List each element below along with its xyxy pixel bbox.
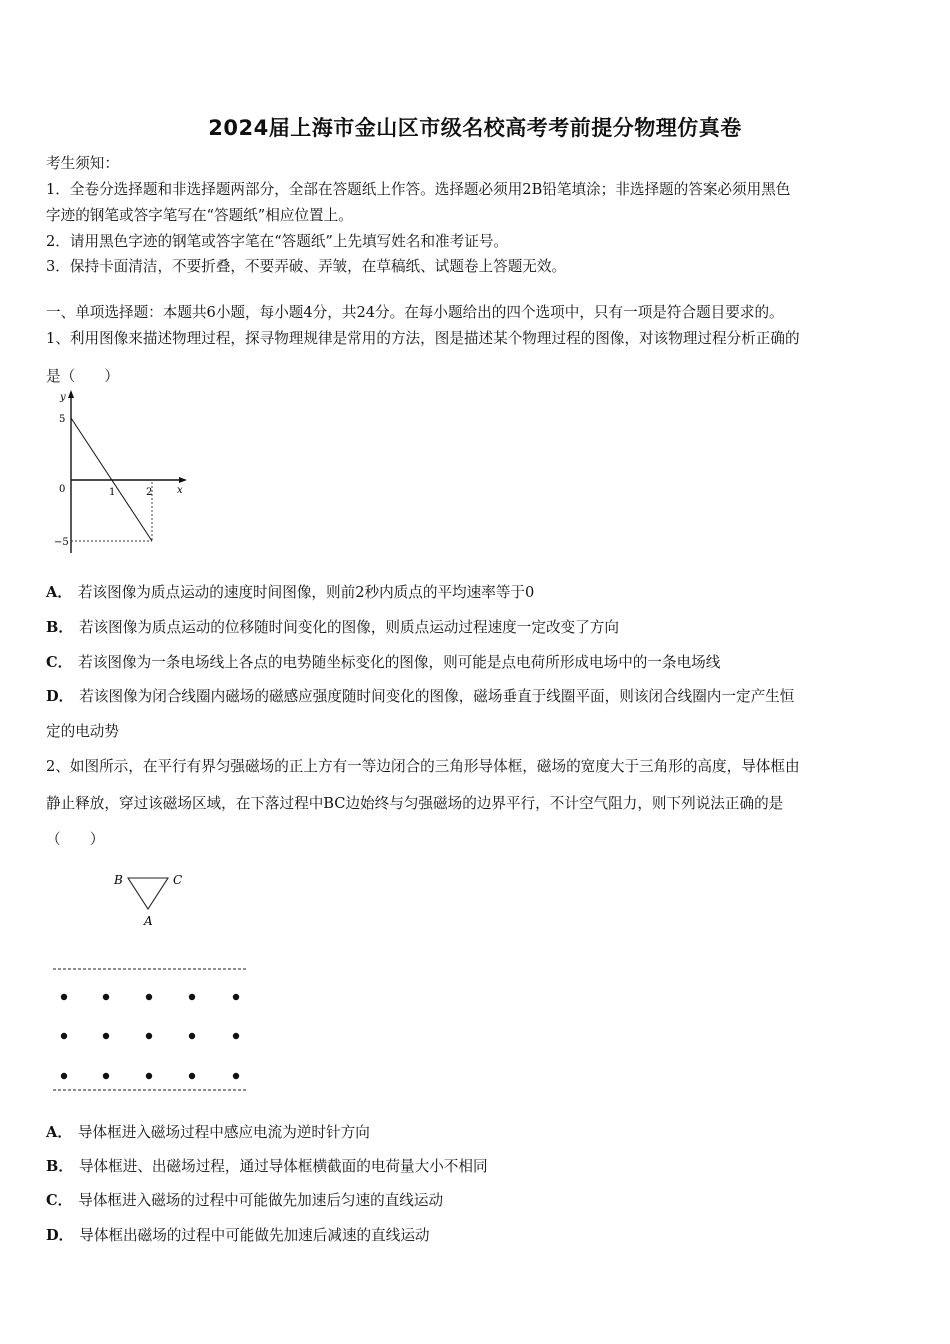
field-dot [233, 994, 239, 1000]
option-label: D． [46, 1227, 74, 1244]
option-label: A． [46, 584, 72, 601]
option-text: 导体框进入磁场的过程中可能做先加速后匀速的直线运动 [78, 1192, 444, 1209]
field-dot [103, 1073, 109, 1079]
option-label: D． [46, 688, 74, 705]
page-title: 2024届上海市金山区市级名校高考考前提分物理仿真卷 [208, 116, 742, 140]
field-dot [233, 1073, 239, 1079]
q1-option-d-continued: 定的电动势 [46, 723, 119, 740]
q1-option-c [46, 651, 720, 672]
q2-option-b [46, 1155, 488, 1176]
option-text: 若该图像为质点运动的速度时间图像，则前2秒内质点的平均速率等于0 [77, 584, 535, 601]
option-text: 导体框进、出磁场过程，通过导体框横截面的电荷量大小不相同 [78, 1158, 488, 1175]
field-dot [189, 994, 195, 1000]
vertex-b-label: B [114, 873, 123, 887]
q1-stem-line-2: 是（ ） [46, 368, 119, 385]
q2-option-c [46, 1189, 443, 1210]
field-dot [189, 1033, 195, 1039]
option-text: 导体框进入磁场过程中感应电流为逆时针方向 [77, 1124, 370, 1141]
notice-line-4: 3．保持卡面清洁，不要折叠，不要弄破、弄皱，在草稿纸、试题卷上答题无效。 [46, 258, 567, 275]
field-dot [233, 1033, 239, 1039]
field-dot [103, 994, 109, 1000]
field-dot [103, 1033, 109, 1039]
notice-heading: 考生须知： [46, 155, 119, 172]
field-dot [61, 994, 67, 1000]
field-dots [61, 994, 239, 1079]
notice-line-2: 字迹的钢笔或答字笔写在“答题纸”相应位置上。 [46, 207, 353, 224]
x-axis-arrow [179, 477, 187, 483]
q2-stem-line-2: 静止释放，穿过该磁场区域，在下落过程中BC边始终与匀强磁场的边界平行，不计空气阻力，则下列说法正确的是 [46, 795, 784, 812]
y-axis-label: y [60, 392, 66, 403]
field-dot [61, 1033, 67, 1039]
vertex-c-label: C [173, 873, 183, 887]
option-text: 若该图像为质点运动的位移随时间变化的图像，则质点运动过程速度一定改变了方向 [78, 619, 619, 636]
q1-graph [46, 388, 196, 558]
field-dot [146, 1033, 152, 1039]
option-label: C． [46, 654, 73, 671]
q1-option-b [46, 616, 619, 637]
q2-option-a [46, 1121, 370, 1142]
x-axis-label: x [177, 485, 183, 496]
option-text: 导体框出磁场的过程中可能做先加速后减速的直线运动 [79, 1227, 430, 1244]
q1-option-a [46, 581, 534, 602]
q1-stem-line-1: 1、利用图像来描述物理过程，探寻物理规律是常用的方法，图是描述某个物理过程的图像，对该物理过程分析正确的 [46, 330, 800, 347]
option-label: C． [46, 1192, 73, 1209]
option-text: 若该图像为一条电场线上各点的电势随坐标变化的图像，则可能是点电荷所形成电场中的一条电场线 [78, 654, 721, 671]
q2-stem-line-3: （ ） [46, 831, 105, 848]
q2-magnetic-field [50, 962, 250, 1094]
origin-label: 0 [59, 484, 66, 495]
notice-line-3: 2．请用黑色字迹的钢笔或答字笔在“答题纸”上先填写姓名和准考证号。 [46, 233, 509, 250]
field-dot [61, 1073, 67, 1079]
section-heading: 一、单项选择题：本题共6小题，每小题4分，共24分。在每小题给出的四个选项中，只有一项是符合题目要求的。 [46, 304, 784, 321]
tick-x-2: 2 [146, 487, 153, 498]
q2-triangle-figure [108, 866, 198, 936]
option-label: A． [46, 1124, 72, 1141]
notice-line-1: 1．全卷分选择题和非选择题两部分，全部在答题纸上作答。选择题必须用2B铅笔填涂；非选择题的答案必须用黑色 [46, 181, 791, 198]
option-label: B． [46, 619, 73, 636]
vertex-a-label: A [144, 914, 153, 928]
field-dot [146, 994, 152, 1000]
tick-y-top: 5 [59, 414, 66, 425]
field-dot [146, 1073, 152, 1079]
q2-option-d [46, 1224, 430, 1245]
option-label: B． [46, 1158, 73, 1175]
y-axis-arrow [68, 390, 74, 398]
q1-option-d [46, 685, 794, 706]
field-dot [189, 1073, 195, 1079]
q2-stem-line-1: 2、如图所示，在平行有界匀强磁场的正上方有一等边闭合的三角形导体框，磁场的宽度大于三角形的高度，导体框由 [46, 758, 800, 775]
option-text: 若该图像为闭合线圈内磁场的磁感应强度随时间变化的图像，磁场垂直于线圈平面，则该闭合线圈内一定产生恒 [79, 688, 795, 705]
triangle-frame [128, 878, 168, 909]
tick-x-1: 1 [109, 487, 116, 498]
tick-y-bottom: −5 [54, 537, 69, 548]
